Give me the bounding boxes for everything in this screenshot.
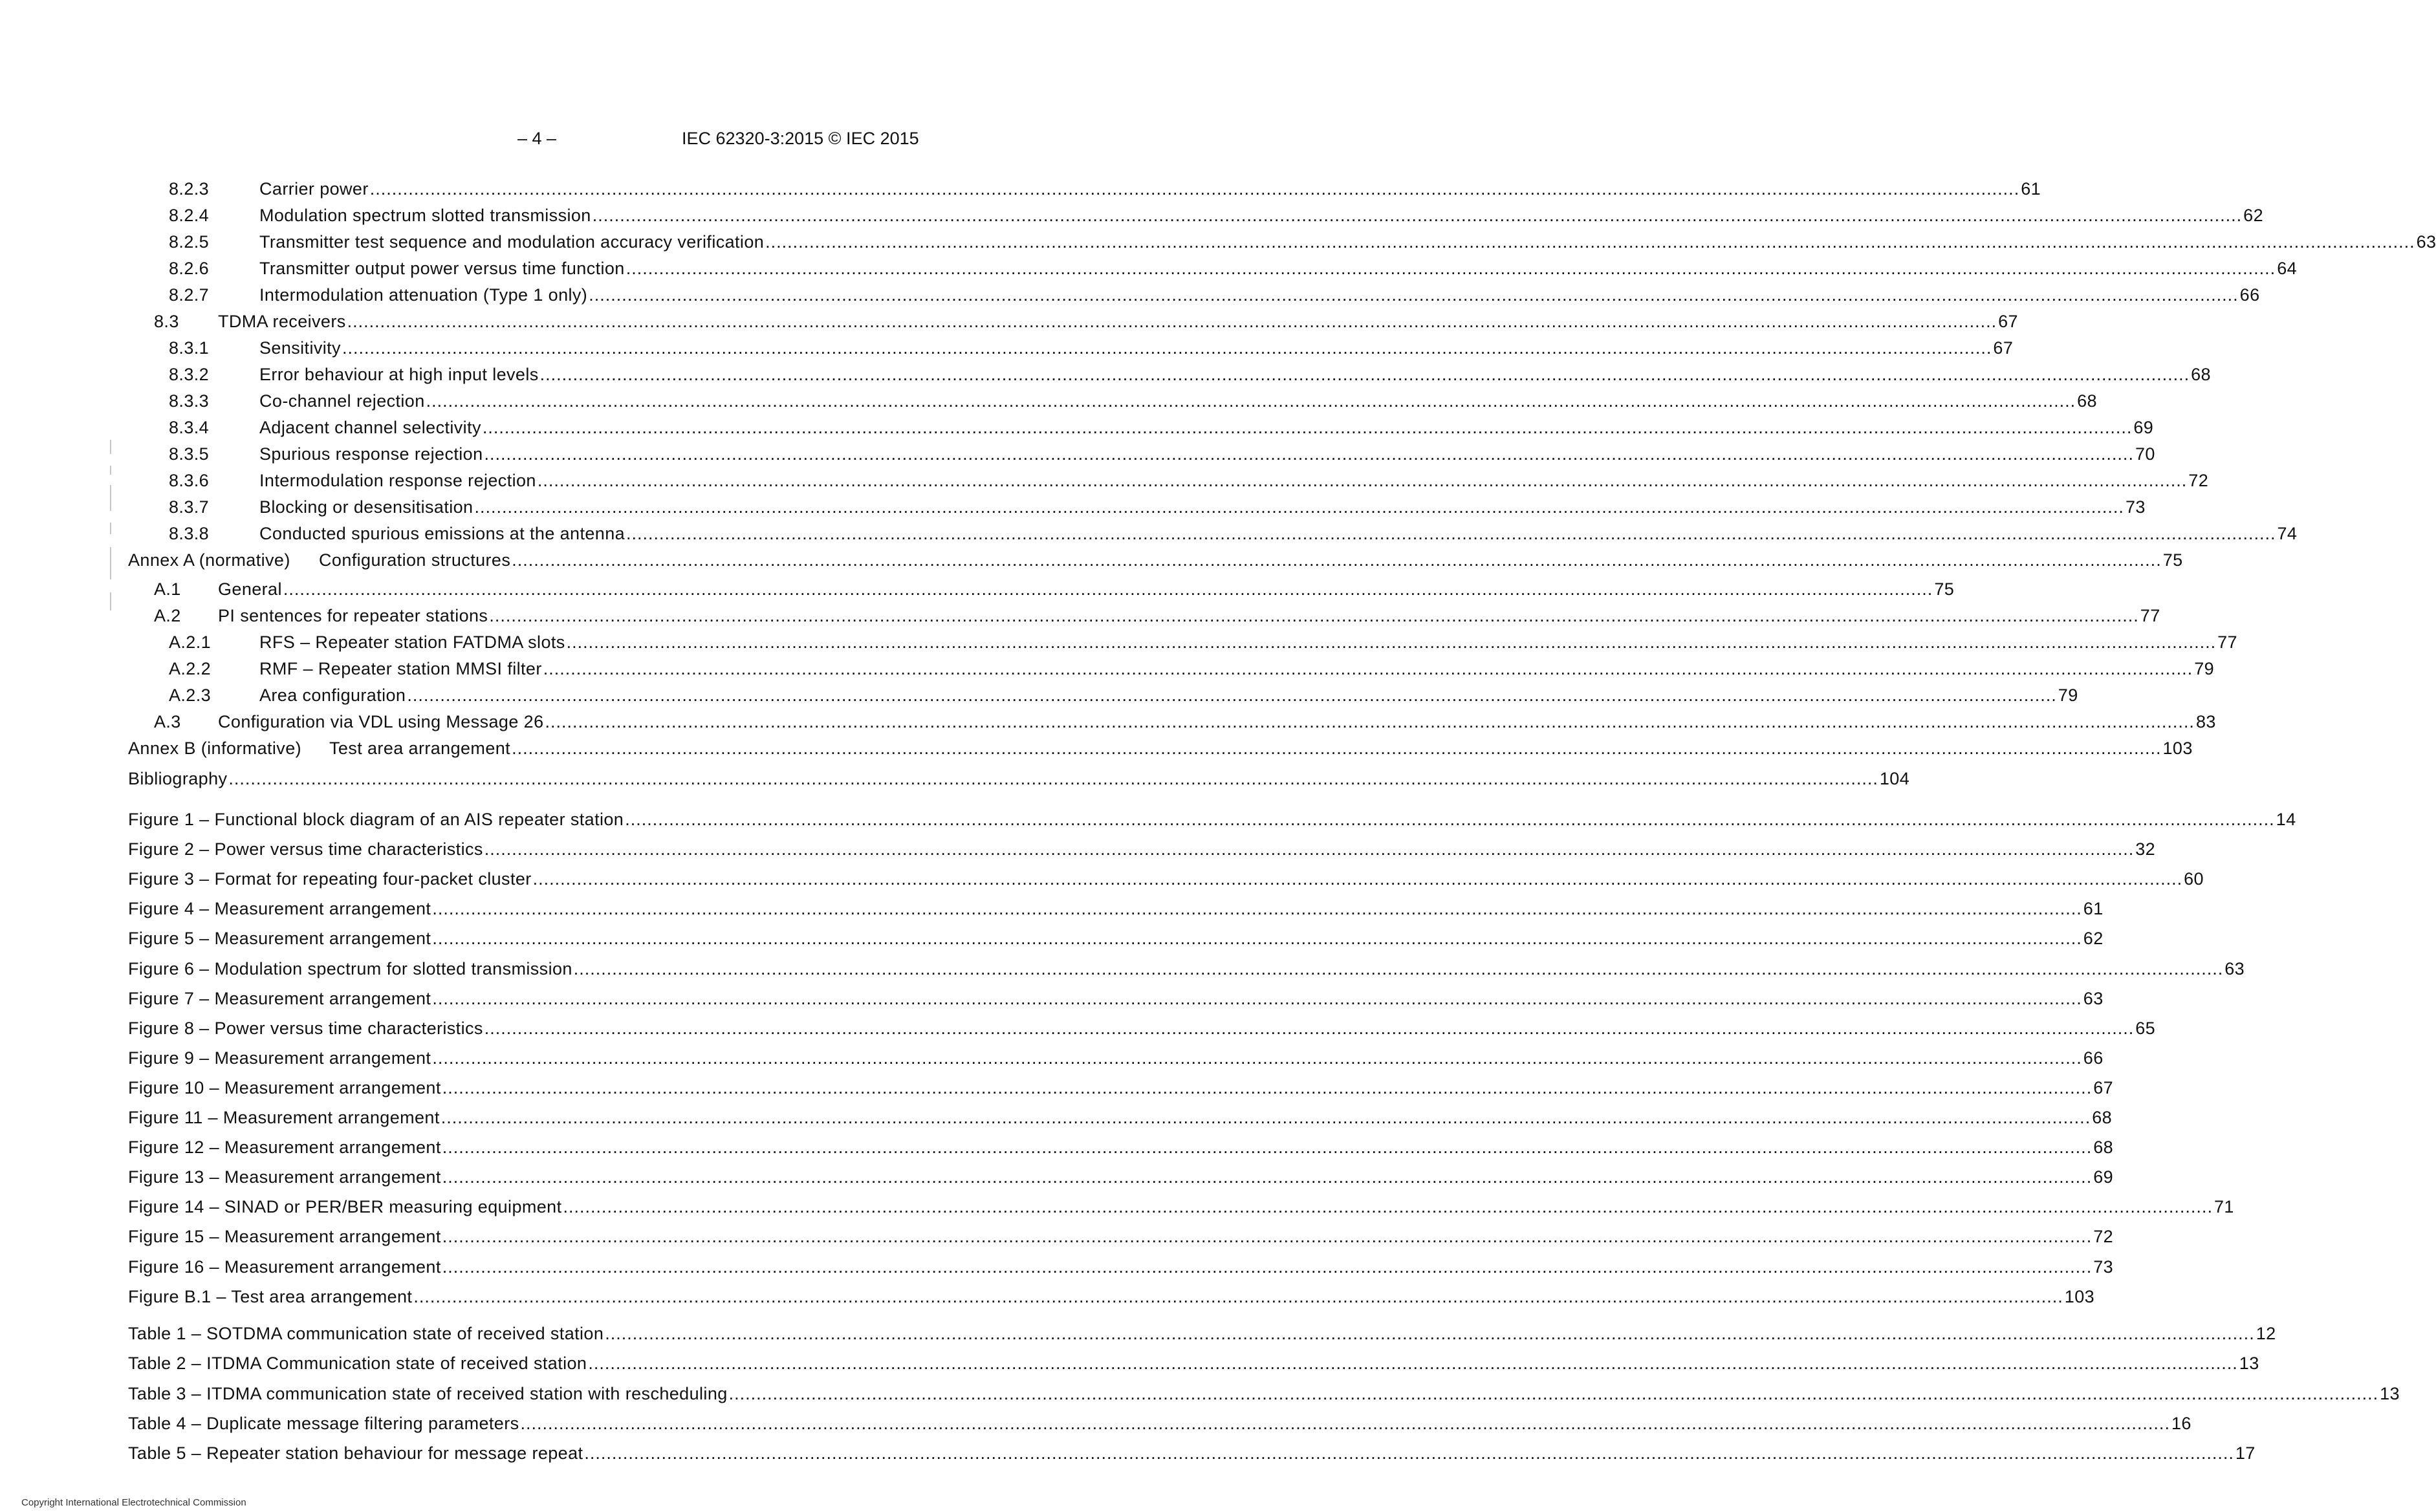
toc-entry[interactable] xyxy=(169,201,2264,227)
figure-entry[interactable] xyxy=(128,1074,2114,1099)
entry-title: Transmitter test sequence and modulation accuracy verification xyxy=(259,232,765,252)
entry-title: Blocking or desensitisation xyxy=(259,497,473,517)
entry-title: RFS – Repeater station FATDMA slots xyxy=(259,632,565,652)
page-ref: 64 xyxy=(2277,259,2298,278)
dot-leader: ............................................................................................................................................................................................................................................................................................................ xyxy=(432,988,2082,1008)
page-ref: 83 xyxy=(2195,712,2216,731)
dot-leader: ............................................................................................................................................................................................................................................................................................................ xyxy=(626,524,2276,543)
dot-leader: ............................................................................................................................................................................................................................................................................................................ xyxy=(512,550,2162,570)
dot-leader: ............................................................................................................................................................................................................................................................................................................ xyxy=(484,1018,2135,1038)
page-ref: 66 xyxy=(2083,1048,2104,1068)
entry-number: 8.2.3 xyxy=(169,179,210,199)
page-number: – 4 – xyxy=(517,129,557,148)
toc-entry[interactable] xyxy=(169,628,2237,654)
figure-entry[interactable] xyxy=(128,955,2245,980)
entry-number: 8.3.4 xyxy=(169,418,210,437)
page-ref: 13 xyxy=(2239,1354,2259,1374)
dot-leader: ............................................................................................................................................................................................................................................................................................................ xyxy=(625,259,2276,278)
dot-leader: ............................................................................................................................................................................................................................................................................................................ xyxy=(228,769,1878,788)
toc-entry[interactable] xyxy=(169,440,2155,466)
entry-number: 8.3 xyxy=(154,312,179,331)
dot-leader: ............................................................................................................................................................................................................................................................................................................ xyxy=(573,958,2224,978)
entry-title: Test area arrangement xyxy=(329,739,511,758)
entry-title: Carrier power xyxy=(259,179,369,199)
toc-entry[interactable] xyxy=(169,466,2209,492)
page-ref: 103 xyxy=(2064,1286,2095,1306)
page-ref: 73 xyxy=(2093,1257,2114,1277)
dot-leader: ............................................................................................................................................................................................................................................................................................................ xyxy=(407,686,2057,705)
dot-leader: ............................................................................................................................................................................................................................................................................................................ xyxy=(432,899,2082,919)
page-ref: 62 xyxy=(2083,929,2104,949)
page-ref: 79 xyxy=(2194,659,2215,678)
entry-title: Figure 9 – Measurement arrangement xyxy=(128,1048,431,1068)
page-ref: 68 xyxy=(2092,1108,2113,1127)
toc-entry[interactable] xyxy=(154,601,2160,627)
page-ref: 13 xyxy=(2380,1383,2400,1403)
entry-title: Figure 2 – Power versus time characteristics xyxy=(128,839,483,859)
entry-title: Figure B.1 – Test area arrangement xyxy=(128,1286,413,1306)
figure-entry[interactable] xyxy=(128,894,2104,920)
table-entry[interactable] xyxy=(128,1409,2191,1435)
page-ref: 69 xyxy=(2093,1167,2114,1187)
entry-title: Figure 16 – Measurement arrangement xyxy=(128,1257,441,1277)
table-entry[interactable] xyxy=(128,1439,2256,1465)
page-ref: 75 xyxy=(1934,579,1955,599)
figure-entry[interactable] xyxy=(128,924,2104,950)
page-ref: 75 xyxy=(2162,550,2183,570)
dot-leader: ............................................................................................................................................................................................................................................................................................................ xyxy=(440,1108,2091,1127)
figure-entry[interactable] xyxy=(128,1103,2113,1129)
toc-entry[interactable] xyxy=(169,413,2154,439)
figure-entry[interactable] xyxy=(128,1133,2114,1159)
page-ref: 63 xyxy=(2224,958,2245,978)
dot-leader: ............................................................................................................................................................................................................................................................................................................ xyxy=(539,365,2190,384)
page-ref: 63 xyxy=(2416,232,2436,252)
dot-leader: ............................................................................................................................................................................................................................................................................................................ xyxy=(728,1383,2379,1403)
entry-number: A.1 xyxy=(154,579,181,599)
page-ref: 61 xyxy=(2021,179,2041,199)
entry-title: Sensitivity xyxy=(259,338,341,358)
toc-entry[interactable] xyxy=(169,681,2078,707)
dot-leader: ............................................................................................................................................................................................................................................................................................................ xyxy=(765,232,2415,252)
dot-leader: ............................................................................................................................................................................................................................................................................................................ xyxy=(432,929,2082,949)
entry-title: Transmitter output power versus time function xyxy=(259,259,625,278)
entry-title: Intermodulation attenuation (Type 1 only) xyxy=(259,285,588,305)
page-ref: 16 xyxy=(2171,1413,2191,1433)
page-ref: 73 xyxy=(2125,497,2146,517)
entry-title: Configuration via VDL using Message 26 xyxy=(218,712,544,731)
dot-leader: ............................................................................................................................................................................................................................................................................................................ xyxy=(442,1138,2093,1158)
dot-leader: ............................................................................................................................................................................................................................................................................................................ xyxy=(484,839,2135,859)
figure-entry[interactable] xyxy=(128,1163,2114,1189)
entry-title: RMF – Repeater station MMSI filter xyxy=(259,659,542,678)
page-ref: 63 xyxy=(2083,988,2104,1008)
entry-title: Figure 3 – Format for repeating four-packet cluster xyxy=(128,869,532,889)
entry-title: Table 1 – SOTDMA communication state of received station xyxy=(128,1324,604,1343)
entry-number: 8.2.4 xyxy=(169,206,210,225)
entry-title: Adjacent channel selectivity xyxy=(259,418,481,437)
figure-entry[interactable] xyxy=(128,1044,2104,1070)
entry-number: 8.3.3 xyxy=(169,391,210,411)
entry-title: Intermodulation response rejection xyxy=(259,471,536,490)
toc-entry[interactable] xyxy=(169,254,2298,280)
dot-leader: ............................................................................................................................................................................................................................................................................................................ xyxy=(442,1167,2093,1187)
page-ref: 14 xyxy=(2276,810,2296,829)
page-ref: 67 xyxy=(1998,312,2018,331)
page-ref: 72 xyxy=(2093,1227,2114,1247)
dot-leader: ............................................................................................................................................................................................................................................................................................................ xyxy=(442,1227,2093,1247)
page-ref: 65 xyxy=(2135,1018,2156,1038)
entry-title: Configuration structures xyxy=(319,550,511,570)
entry-title: Co-channel rejection xyxy=(259,391,425,411)
page-ref: 72 xyxy=(2188,471,2209,490)
dot-leader: ............................................................................................................................................................................................................................................................................................................ xyxy=(442,1077,2093,1097)
dot-leader: ............................................................................................................................................................................................................................................................................................................ xyxy=(592,206,2243,225)
entry-title: PI sentences for repeater stations xyxy=(218,606,488,625)
dot-leader: ............................................................................................................................................................................................................................................................................................................ xyxy=(566,632,2217,652)
toc-entry[interactable] xyxy=(154,575,1955,601)
entry-title: General xyxy=(218,579,282,599)
figure-entry[interactable] xyxy=(128,1253,2114,1279)
dot-leader: ............................................................................................................................................................................................................................................................................................................ xyxy=(413,1286,2063,1306)
entry-number: 8.3.6 xyxy=(169,471,210,490)
dot-leader: ............................................................................................................................................................................................................................................................................................................ xyxy=(584,1443,2234,1463)
page-ref: 61 xyxy=(2083,899,2104,919)
toc-entry[interactable] xyxy=(169,175,2041,200)
page-ref: 62 xyxy=(2243,206,2264,225)
entry-number: 8.2.6 xyxy=(169,259,210,278)
entry-title: Bibliography xyxy=(128,769,228,788)
entry-title: Conducted spurious emissions at the antenna xyxy=(259,524,625,543)
figure-entry[interactable] xyxy=(128,984,2104,1010)
dot-leader: ............................................................................................................................................................................................................................................................................................................ xyxy=(347,312,1997,331)
toc-entry[interactable] xyxy=(169,387,2097,413)
entry-title: Error behaviour at high input levels xyxy=(259,365,539,384)
page-ref: 79 xyxy=(2058,686,2078,705)
entry-number: 8.3.2 xyxy=(169,365,210,384)
entry-number: 8.3.7 xyxy=(169,497,210,517)
dot-leader: ............................................................................................................................................................................................................................................................................................................ xyxy=(543,659,2193,678)
page-ref: 74 xyxy=(2277,524,2298,543)
page-ref: 71 xyxy=(2213,1197,2234,1217)
toc-entry[interactable] xyxy=(128,764,1910,790)
entry-title: TDMA receivers xyxy=(218,312,346,331)
figure-entry[interactable] xyxy=(128,805,2296,831)
page-ref: 60 xyxy=(2184,869,2204,889)
dot-leader: ............................................................................................................................................................................................................................................................................................................ xyxy=(588,1354,2238,1374)
dot-leader: ............................................................................................................................................................................................................................................................................................................ xyxy=(426,391,2076,411)
entry-title: Modulation spectrum slotted transmission xyxy=(259,206,591,225)
page-ref: 68 xyxy=(2077,391,2097,411)
page-ref: 70 xyxy=(2135,444,2155,464)
figure-entry[interactable] xyxy=(128,1193,2234,1218)
entry-title: Figure 8 – Power versus time characteristics xyxy=(128,1018,483,1038)
page-ref: 66 xyxy=(2239,285,2260,305)
entry-title: Spurious response rejection xyxy=(259,444,483,464)
page-ref: 67 xyxy=(1993,338,2014,358)
dot-leader: ............................................................................................................................................................................................................................................................................................................ xyxy=(342,338,1992,358)
page-ref: 77 xyxy=(2217,632,2237,652)
dot-leader: ............................................................................................................................................................................................................................................................................................................ xyxy=(589,285,2239,305)
page-ref: 69 xyxy=(2133,418,2154,437)
entry-title: Figure 11 – Measurement arrangement xyxy=(128,1108,440,1127)
page-ref: 68 xyxy=(2191,365,2211,384)
entry-title: Table 3 – ITDMA communication state of received station with rescheduling xyxy=(128,1383,728,1403)
figure-entry[interactable] xyxy=(128,1282,2095,1308)
table-entry[interactable] xyxy=(128,1319,2276,1345)
entry-title: Figure 4 – Measurement arrangement xyxy=(128,899,431,919)
entry-title: Figure 5 – Measurement arrangement xyxy=(128,929,431,949)
entry-number: A.2 xyxy=(154,606,181,625)
toc-entry[interactable] xyxy=(154,307,2018,333)
entry-title: Table 4 – Duplicate message filtering parameters xyxy=(128,1413,519,1433)
dot-leader: ............................................................................................................................................................................................................................................................................................................ xyxy=(369,179,2020,199)
entry-title: Figure 12 – Measurement arrangement xyxy=(128,1138,441,1158)
dot-leader: ............................................................................................................................................................................................................................................................................................................ xyxy=(482,418,2133,437)
dot-leader: ............................................................................................................................................................................................................................................................................................................ xyxy=(474,497,2124,517)
entry-title: Figure 10 – Measurement arrangement xyxy=(128,1077,441,1097)
toc-entry[interactable] xyxy=(128,546,2183,572)
entry-title: Area configuration xyxy=(259,686,406,705)
dot-leader: ............................................................................................................................................................................................................................................................................................................ xyxy=(432,1048,2082,1068)
figure-entry[interactable] xyxy=(128,865,2204,891)
entry-number: Annex B (informative) xyxy=(128,739,301,758)
page-ref: 104 xyxy=(1879,769,1910,788)
dot-leader: ............................................................................................................................................................................................................................................................................................................ xyxy=(537,471,2188,490)
dot-leader: ............................................................................................................................................................................................................................................................................................................ xyxy=(489,606,2139,625)
entry-number: Annex A (normative) xyxy=(128,550,290,570)
dot-leader: ............................................................................................................................................................................................................................................................................................................ xyxy=(545,712,2195,731)
dot-leader: ............................................................................................................................................................................................................................................................................................................ xyxy=(484,444,2134,464)
figure-entry[interactable] xyxy=(128,1222,2114,1248)
page-ref: 68 xyxy=(2093,1138,2114,1158)
entry-number: 8.3.1 xyxy=(169,338,210,358)
entry-title: Figure 1 – Functional block diagram of an AIS repeater station xyxy=(128,810,624,829)
entry-number: 8.2.7 xyxy=(169,285,210,305)
dot-leader: ............................................................................................................................................................................................................................................................................................................ xyxy=(520,1413,2170,1433)
toc-entry[interactable] xyxy=(154,707,2216,733)
toc-entry[interactable] xyxy=(169,519,2298,545)
entry-title: Figure 15 – Measurement arrangement xyxy=(128,1227,441,1247)
entry-number: A.2.2 xyxy=(169,659,212,678)
entry-title: Table 5 – Repeater station behaviour for message repeat xyxy=(128,1443,583,1463)
page-ref: 103 xyxy=(2162,739,2193,758)
entry-title: Table 2 – ITDMA Communication state of received station xyxy=(128,1354,587,1374)
standard-designation: IEC 62320-3:2015 © IEC 2015 xyxy=(682,129,919,148)
entry-title: Figure 13 – Measurement arrangement xyxy=(128,1167,441,1187)
dot-leader: ............................................................................................................................................................................................................................................................................................................ xyxy=(512,739,2162,758)
entry-number: 8.3.5 xyxy=(169,444,210,464)
page-ref: 12 xyxy=(2256,1324,2276,1343)
dot-leader: ............................................................................................................................................................................................................................................................................................................ xyxy=(563,1197,2213,1217)
toc-entry[interactable] xyxy=(169,654,2215,680)
entry-title: Figure 14 – SINAD or PER/BER measuring equipment xyxy=(128,1197,562,1217)
table-entry[interactable] xyxy=(128,1349,2259,1375)
table-entry[interactable] xyxy=(128,1379,2400,1405)
dot-leader: ............................................................................................................................................................................................................................................................................................................ xyxy=(625,810,2275,829)
copyright-notice: Copyright International Electrotechnical Commission xyxy=(21,1497,246,1508)
toc-entry[interactable] xyxy=(128,734,2193,760)
side-marks xyxy=(106,440,115,618)
entry-title: Figure 7 – Measurement arrangement xyxy=(128,988,431,1008)
dot-leader: ............................................................................................................................................................................................................................................................................................................ xyxy=(605,1324,2255,1343)
page-ref: 77 xyxy=(2140,606,2160,625)
dot-leader: ............................................................................................................................................................................................................................................................................................................ xyxy=(442,1257,2093,1277)
entry-title: Figure 6 – Modulation spectrum for slotted transmission xyxy=(128,958,572,978)
page-ref: 17 xyxy=(2235,1443,2256,1463)
dot-leader: ............................................................................................................................................................................................................................................................................................................ xyxy=(532,869,2183,889)
toc-entry[interactable] xyxy=(169,228,2436,254)
entry-number: 8.3.8 xyxy=(169,524,210,543)
toc-entry[interactable] xyxy=(169,360,2211,386)
toc-entry[interactable] xyxy=(169,334,2014,360)
toc-entry[interactable] xyxy=(169,281,2260,307)
entry-number: A.2.1 xyxy=(169,632,212,652)
figure-entry[interactable] xyxy=(128,1014,2156,1040)
figure-entry[interactable] xyxy=(128,835,2156,861)
entry-number: 8.2.5 xyxy=(169,232,210,252)
entry-number: A.3 xyxy=(154,712,181,731)
entry-number: A.2.3 xyxy=(169,686,212,705)
page-ref: 67 xyxy=(2093,1077,2114,1097)
dot-leader: ............................................................................................................................................................................................................................................................................................................ xyxy=(283,579,1933,599)
toc-entry[interactable] xyxy=(169,493,2146,519)
page-ref: 32 xyxy=(2135,839,2156,859)
